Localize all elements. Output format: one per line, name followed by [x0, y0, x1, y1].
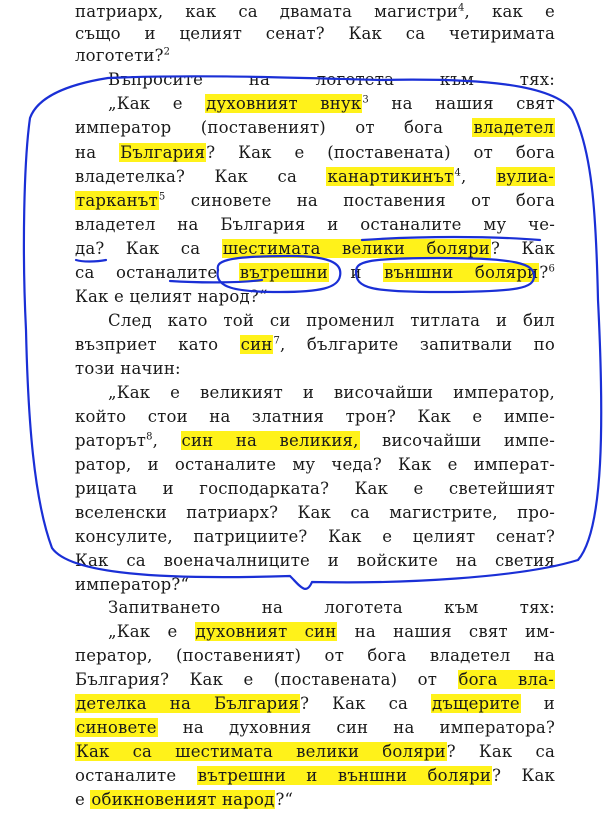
text-span: ?	[539, 263, 549, 282]
text-span: да? Как са	[75, 239, 222, 258]
text-line	[75, 431, 555, 451]
text-span: император?“	[75, 575, 190, 594]
highlighted-text: Как са шестимата велики боляри	[76, 742, 446, 761]
text-span: ,	[461, 167, 496, 186]
text-line	[75, 191, 555, 211]
text-line	[75, 2, 555, 22]
text-span: владетелка? Как са	[75, 167, 327, 186]
text-line	[75, 575, 555, 595]
text-span: консулите, патрициите? Как е целият сенат?	[75, 527, 555, 546]
text-span: на	[75, 143, 120, 162]
text-line	[108, 383, 555, 403]
text-line	[75, 335, 555, 355]
text-span: който стои на златния трон? Как е импе-	[75, 407, 555, 426]
highlighted-text: канартикинът	[327, 167, 454, 186]
text-span: вселенски патриарх? Как са магистрите, про-	[75, 503, 555, 522]
text-span: ? Как са	[446, 742, 556, 761]
text-line	[75, 766, 555, 786]
footnote-ref: 6	[548, 263, 555, 275]
text-span: , българите запитвали по	[280, 335, 555, 354]
text-line	[75, 742, 555, 762]
highlighted-text: България	[120, 143, 206, 162]
text-span: ? Как	[492, 766, 556, 785]
highlighted-text: духовният внук	[206, 94, 362, 113]
text-span: ,	[152, 431, 181, 450]
highlighted-text: външни боляри	[384, 263, 539, 282]
text-span: също и целият сенат? Как са четиримата	[75, 24, 555, 43]
text-line	[75, 407, 555, 427]
text-line	[75, 215, 555, 235]
footnote-ref: 2	[163, 46, 171, 58]
text-line	[75, 455, 555, 475]
highlighted-text: син на великия,	[181, 431, 359, 450]
text-line	[108, 622, 555, 642]
text-span: ратор, и останалите му чеда? Как е императ-	[75, 455, 555, 474]
text-span: патриарх, как са двамата магистри	[75, 2, 458, 21]
text-span: са останалите	[75, 263, 239, 282]
text-span: възприет като	[75, 335, 240, 354]
text-span: Въпросите на логотета към тях:	[108, 70, 555, 89]
text-line	[75, 46, 555, 66]
text-span: След като той си променил титлата и бил	[108, 311, 555, 330]
ink-underline-da	[76, 260, 106, 262]
text-span: ?“	[275, 790, 294, 809]
text-line	[75, 359, 555, 379]
text-span: ператор, (поставеният) от бога владетел на	[75, 646, 555, 665]
text-line	[75, 670, 555, 690]
highlighted-text: син	[240, 335, 273, 354]
text-span: Запитването на логотета към тях:	[108, 598, 555, 617]
text-span: височайши импе-	[359, 431, 556, 450]
text-span: синовете на поставения от бога	[165, 191, 555, 210]
text-line	[75, 503, 555, 523]
text-line	[75, 718, 555, 738]
text-line	[108, 70, 555, 90]
text-line	[75, 790, 555, 810]
text-span: останалите	[75, 766, 197, 785]
highlighted-text: владетел	[473, 118, 554, 137]
footnote-ref: 4	[457, 2, 465, 14]
text-span: ? Как	[491, 239, 556, 258]
highlighted-text: обикновеният народ	[91, 790, 275, 809]
highlighted-text: дъщерите	[432, 694, 520, 713]
highlighted-text: вулиа-	[496, 167, 554, 186]
text-span: на нашия свят	[368, 94, 555, 113]
footnote-ref: 4	[454, 167, 462, 179]
text-span: ? Как е (поставената) от бога	[206, 143, 555, 162]
highlighted-text: детелка на България	[76, 694, 300, 713]
footnote-ref: 5	[158, 191, 166, 203]
highlighted-text: вътрешни и външни боляри	[197, 766, 492, 785]
text-line	[75, 167, 555, 187]
footnote-ref: 7	[273, 335, 281, 347]
text-span: е	[75, 790, 91, 809]
text-span: и	[520, 694, 555, 713]
footnote-ref: 3	[362, 94, 369, 106]
highlighted-text: синовете	[76, 718, 157, 737]
text-span: император (поставеният) от бога	[75, 118, 473, 137]
highlighted-text: бога вла-	[458, 670, 555, 689]
text-span: Как са военачалниците и войските на светия	[75, 551, 555, 570]
text-span: владетел на България и останалите му че-	[75, 215, 555, 234]
text-line	[75, 24, 555, 44]
text-line	[108, 94, 555, 114]
text-line	[75, 239, 555, 259]
text-line	[75, 118, 555, 138]
text-span: „Как е	[108, 622, 195, 641]
text-line	[75, 694, 555, 714]
text-line	[75, 551, 555, 571]
text-span: логотети?	[75, 46, 164, 65]
text-span: , как е	[464, 2, 555, 21]
text-line	[75, 646, 555, 666]
highlighted-text: духовният син	[195, 622, 337, 641]
text-span: този начин:	[75, 359, 181, 378]
highlighted-text: шестимата велики боляри	[222, 239, 491, 258]
text-span: и	[328, 263, 384, 282]
text-span: на духовния син на императора?	[157, 718, 555, 737]
text-span: рицата и господарката? Как е светейшият	[75, 479, 555, 498]
text-span: на нашия свят им-	[337, 622, 555, 641]
text-span: „Как е великият и височайши император,	[108, 383, 555, 402]
text-line	[75, 287, 555, 307]
text-span: „Как е	[108, 94, 206, 113]
text-line	[108, 598, 555, 618]
text-span: България? Как е (поставената) от	[75, 670, 458, 689]
highlighted-text: тарканът	[76, 191, 158, 210]
text-line	[75, 479, 555, 499]
text-span: раторът	[75, 431, 147, 450]
text-line	[108, 311, 555, 331]
text-span: ? Как са	[300, 694, 431, 713]
text-span: Как е целият народ?“	[75, 287, 268, 306]
text-line	[75, 263, 555, 283]
highlighted-text: вътрешни	[239, 263, 328, 282]
footnote-ref: 8	[146, 431, 153, 443]
text-line	[75, 527, 555, 547]
text-line	[75, 143, 555, 163]
